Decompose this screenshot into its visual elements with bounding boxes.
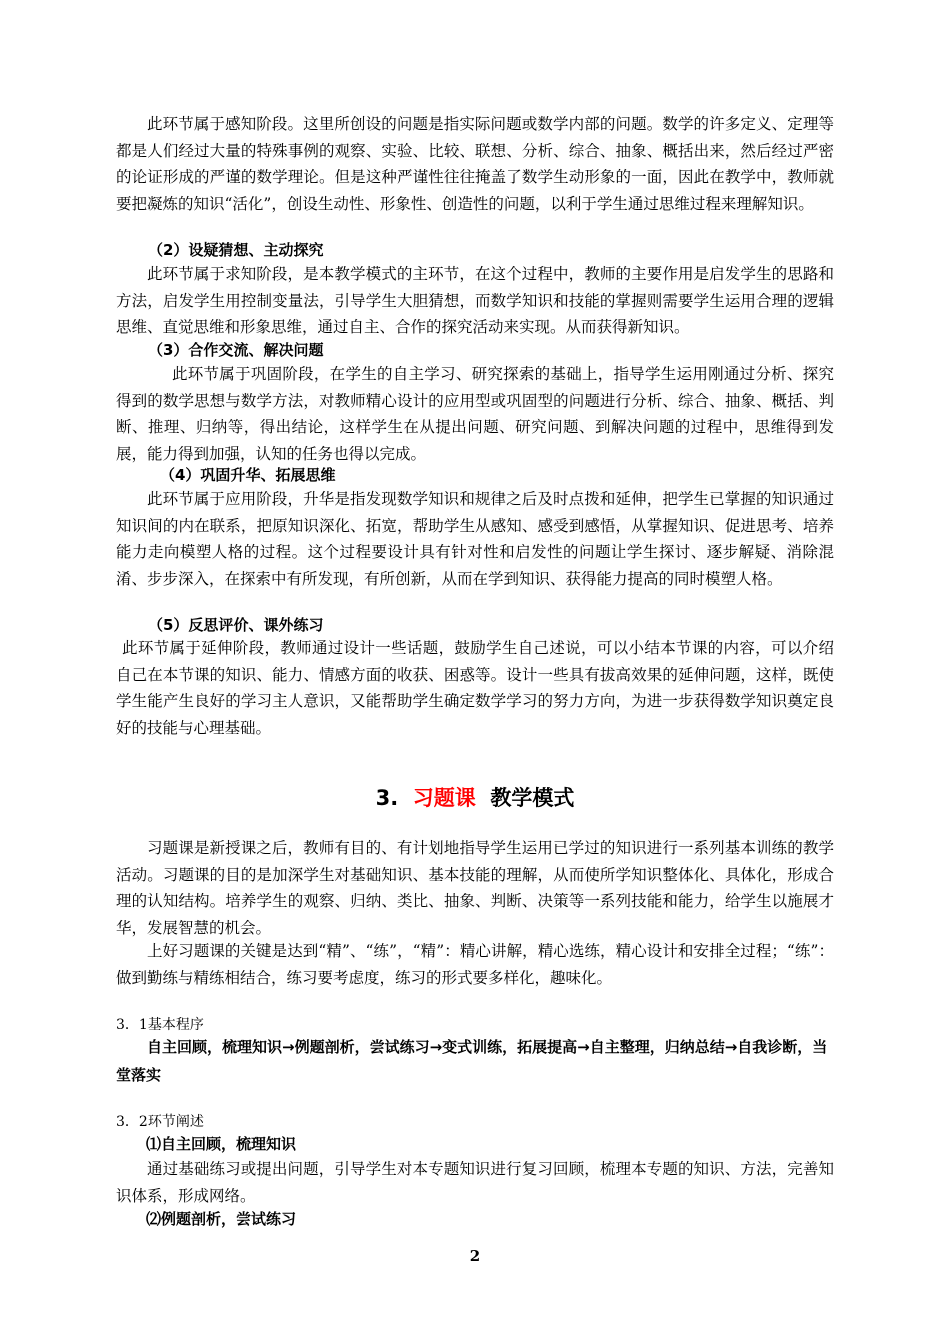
paragraph-extension-stage: 此环节属于延伸阶段，教师通过设计一些话题，鼓励学生自己述说，可以小结本节课的内容，可以介绍自己在本节课的知识、能力、情感方面的收获、困惑等。设计一些具有拔高效果的延伸问题，这样，既使学生能产生良好的学习主人意识，又能帮助学生确定数学学习的努力方向，为进一步获得数学知识奠定良好的技能与心理基础。 bbox=[116, 639, 834, 737]
paragraph-consolidation-stage: 此环节属于巩固阶段，在学生的自主学习、研究探索的基础上，指导学生运用刚通过分析、探究得到的数学思想与数学方法，对教师精心设计的应用型或巩固型的问题进行分析、综合、抽象、概括、判断、推理、归纳等，得出结论，这样学生在从提出问题、研究问题、到解决问题的过程中，思维得到发展，能力得到加强，认知的任务也得以完成。 bbox=[116, 365, 834, 463]
paragraph-review: 通过基础练习或提出问题，引导学生对本专题知识进行复习回顾，梳理本专题的知识、方法，完善知识体系，形成网络。 bbox=[116, 1160, 834, 1205]
subsection-step-explanation: 3．2环节阐述 bbox=[116, 1114, 204, 1130]
paragraph-exercise-key: 上好习题课的关键是达到“精”、“练”，“精”：精心讲解，精心选练，精心设计和安排全过程；“练”：做到勤练与精练相结合，练习要考虑度，练习的形式要多样化，趣味化。 bbox=[116, 942, 834, 987]
section-title bbox=[0, 782, 950, 814]
heading-step-5: （5）反思评价、课外练习 bbox=[148, 616, 324, 634]
paragraph-inquiry-stage: 此环节属于求知阶段，是本教学模式的主环节，在这个过程中，教师的主要作用是启发学生的思路和方法，启发学生用控制变量法，引导学生大胆猜想，而数学知识和技能的掌握则需要学生运用合理的逻辑思维、直觉思维和形象思维，通过自主、合作的探究活动来实现。从而获得新知识。 bbox=[116, 265, 834, 336]
section-title-highlight: 习题课 bbox=[412, 786, 476, 810]
heading-step-3: （3）合作交流、解决问题 bbox=[148, 341, 324, 359]
page-number: 2 bbox=[469, 1247, 481, 1265]
paragraph-perception-stage: 此环节属于感知阶段。这里所创设的问题是指实际问题或数学内部的问题。数学的许多定义、定理等都是人们经过大量的特殊事例的观察、实验、比较、联想、分析、综合、抽象、概括出来，然后经过严密的论证形成的严谨的数学理论。但是这种严谨性往往掩盖了数学生动形象的一面，因此在教学中，教师就要把凝炼的知识“活化”，创设生动性、形象性、创造性的问题，以利于学生通过思维过程来理解知识。 bbox=[116, 115, 834, 213]
procedure-flow: 自主回顾，梳理知识→例题剖析，尝试练习→变式训练，拓展提高→自主整理，归纳总结→自我诊断，当堂落实 bbox=[116, 1038, 828, 1084]
heading-step-4: （4）巩固升华、拓展思维 bbox=[160, 466, 336, 484]
section-number: 3. bbox=[375, 786, 399, 810]
subsection-basic-procedure: 3．1基本程序 bbox=[116, 1017, 204, 1033]
paragraph-application-stage: 此环节属于应用阶段，升华是指发现数学知识和规律之后及时点拨和延伸，把学生已掌握的知识通过知识间的内在联系，把原知识深化、拓宽，帮助学生从感知、感受到感悟，从掌握知识、促进思考、培养能力走向模塑人格的过程。这个过程要设计具有针对性和启发性的问题让学生探讨、逐步解疑、消除混淆、步步深入，在探索中有所发现，有所创新，从而在学到知识、获得能力提高的同时模塑人格。 bbox=[116, 490, 834, 588]
paragraph-exercise-intro: 习题课是新授课之后，教师有目的、有计划地指导学生运用已学过的知识进行一系列基本训练的教学活动。习题课的目的是加深学生对基础知识、基本技能的理解，从而使所学知识整体化、具体化，形成合理的认知结构。培养学生的观察、归纳、类比、抽象、判断、决策等一系列技能和能力，给学生以施展才华，发展智慧的机会。 bbox=[116, 839, 834, 937]
heading-sub-step-2: ⑵例题剖析，尝试练习 bbox=[146, 1210, 297, 1228]
section-title-rest: 教学模式 bbox=[490, 786, 575, 810]
heading-sub-step-1: ⑴自主回顾，梳理知识 bbox=[146, 1135, 297, 1153]
heading-step-2: （2）设疑猜想、主动探究 bbox=[148, 241, 324, 259]
